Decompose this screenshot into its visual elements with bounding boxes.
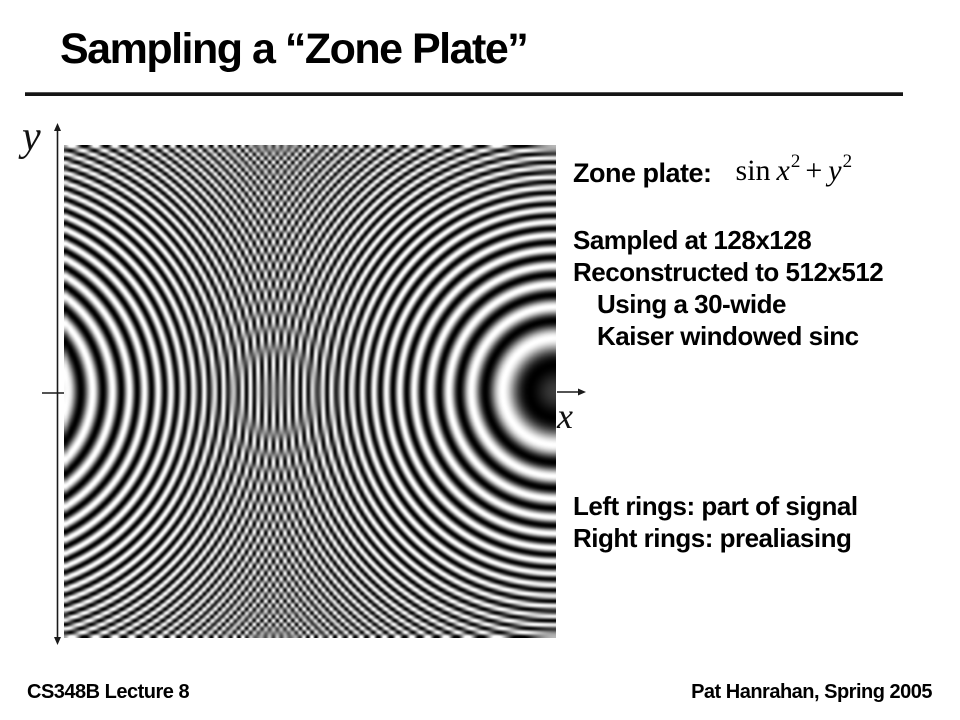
footer-author: Pat Hanrahan, Spring 2005	[691, 681, 932, 703]
y-axis-arrow-bottom	[54, 637, 61, 645]
formula-sin: sin	[735, 154, 771, 187]
sampling-line: Sampled at 128x128	[573, 225, 812, 255]
formula-x-exponent: 2	[790, 151, 801, 172]
formula-plus: +	[805, 154, 823, 187]
formula-y: y	[828, 154, 842, 187]
zone-plate-formula	[735, 151, 853, 188]
formula-x: x	[776, 154, 790, 187]
zone-plate-image	[64, 145, 556, 638]
y-axis-label: y	[22, 114, 41, 160]
sampling-line: Reconstructed to 512x512	[573, 257, 884, 287]
slide-title: Sampling a “Zone Plate”	[60, 25, 528, 73]
y-axis-arrow-top	[54, 123, 61, 131]
sampling-notes	[573, 224, 883, 352]
rings-notes	[573, 490, 858, 554]
zone-plate-label: Zone plate:	[573, 158, 712, 188]
formula-y-exponent: 2	[842, 151, 853, 172]
rings-line: Right rings: prealiasing	[573, 523, 852, 553]
x-axis-arrow	[578, 389, 586, 396]
rings-line: Left rings: part of signal	[573, 491, 858, 521]
footer-course: CS348B Lecture 8	[27, 681, 190, 703]
sampling-line: Using a 30-wide	[597, 289, 786, 319]
sampling-line: Kaiser windowed sinc	[597, 321, 859, 351]
zone-plate-row	[573, 151, 853, 192]
x-axis-label: x	[557, 396, 573, 436]
title-divider	[25, 92, 903, 96]
